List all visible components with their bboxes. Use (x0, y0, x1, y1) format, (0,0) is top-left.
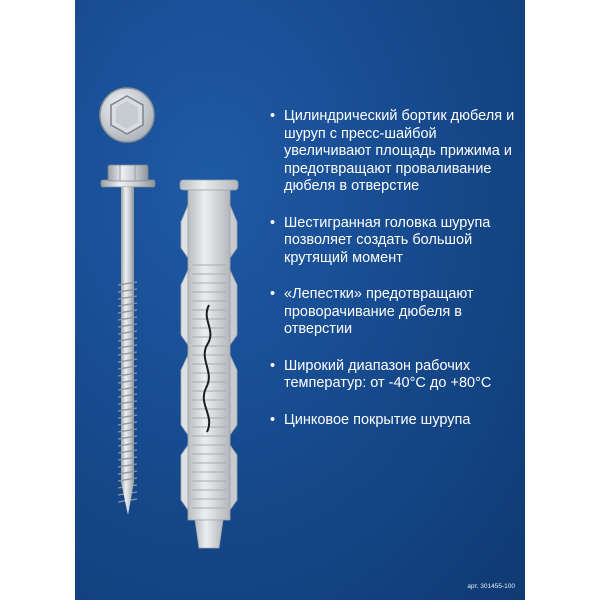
screw-head-top-view (100, 88, 154, 142)
feature-item: • «Лепестки» предотвращают проворачивание дюбеля в отверстии (270, 286, 520, 339)
feature-list (270, 108, 520, 429)
feature-item: • Цилиндрический бортик дюбеля и шуруп с пресс-шайбой увеличивают площадь прижима и предотвращают проваливание дюбеля в отверстие (270, 108, 520, 196)
screw-side-view (101, 165, 155, 515)
feature-item: • Шестигранная головка шурупа позволяет создать большой крутящий момент (270, 215, 520, 268)
feature-item: • Широкий диапазон рабочих температур: от -40°С до +80°С (270, 358, 520, 393)
product-illustration (75, 0, 275, 600)
feature-item: • Цинковое покрытие шурупа (270, 412, 520, 430)
plastic-dowel (180, 180, 238, 548)
article-number: арт. 301455-100 (467, 583, 515, 590)
product-panel (75, 0, 525, 600)
